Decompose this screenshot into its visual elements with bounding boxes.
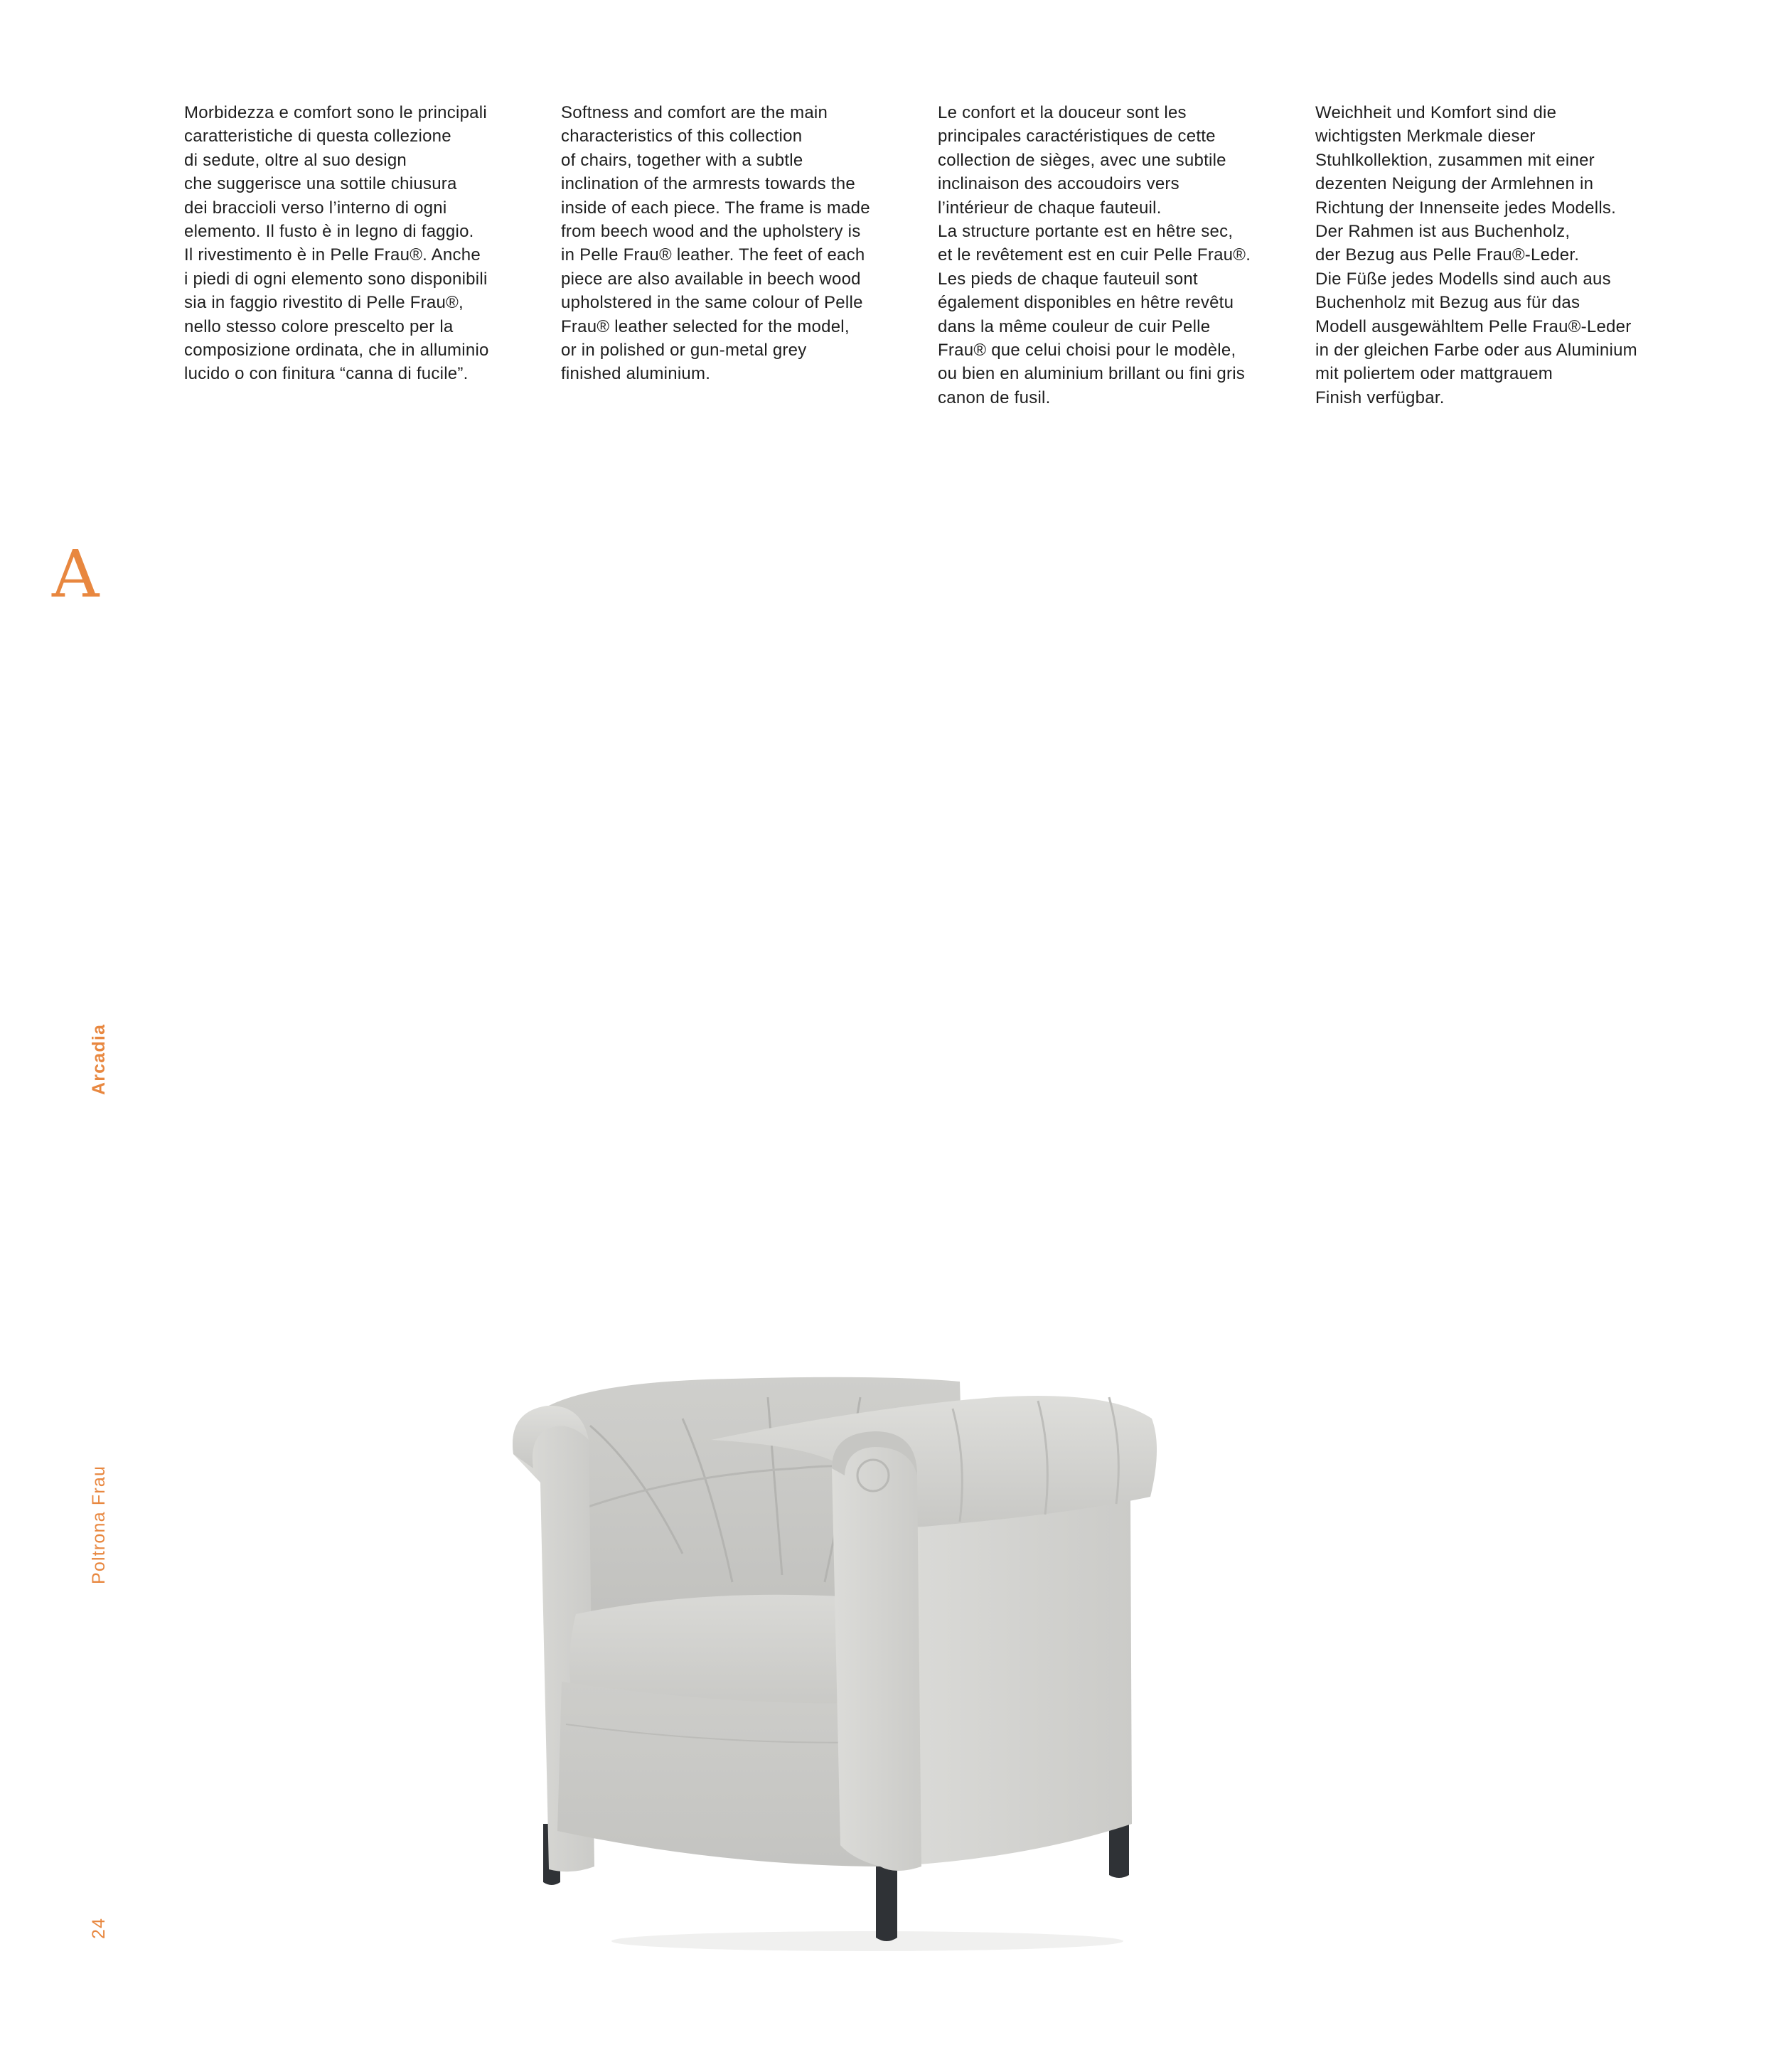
text-line: dei braccioli verso l’interno di ogni bbox=[184, 198, 447, 218]
seat-cushion bbox=[569, 1595, 874, 1705]
text-line: principales caractéristiques de cette bbox=[938, 127, 1216, 146]
text-line: elemento. Il fusto è in legno di faggio. bbox=[184, 222, 474, 242]
text-line: Finish verfügbar. bbox=[1315, 388, 1445, 407]
text-line: in der gleichen Farbe oder aus Aluminium bbox=[1315, 341, 1637, 361]
brand-name-label: Poltrona Frau bbox=[89, 1465, 109, 1584]
right-arm-front bbox=[832, 1431, 921, 1871]
text-line: Modell ausgewähltem Pelle Frau®-Leder bbox=[1315, 316, 1632, 336]
text-line: Weichheit und Komfort sind die bbox=[1315, 103, 1557, 122]
text-line: collection de sièges, avec une subtile bbox=[938, 150, 1226, 170]
text-line: piece are also available in beech wood bbox=[561, 269, 861, 289]
text-line: upholstered in the same colour of Pelle bbox=[561, 293, 863, 313]
text-line: finished aluminium. bbox=[561, 364, 711, 384]
text-line: in Pelle Frau® leather. The feet of each bbox=[561, 245, 865, 265]
text-line: or in polished or gun-metal grey bbox=[561, 341, 807, 361]
text-line: from beech wood and the upholstery is bbox=[561, 222, 861, 242]
text-line: Frau® leather selected for the model, bbox=[561, 316, 850, 336]
text-line: der Bezug aus Pelle Frau®-Leder. bbox=[1315, 245, 1580, 265]
text-line: inclinaison des accoudoirs vers bbox=[938, 174, 1179, 194]
text-line: sia in faggio rivestito di Pelle Frau®, bbox=[184, 293, 464, 313]
text-line: inclination of the armrests towards the bbox=[561, 174, 855, 194]
text-line: La structure portante est en hêtre sec, bbox=[938, 222, 1234, 242]
text-line: canon de fusil. bbox=[938, 388, 1051, 407]
text-line: inside of each piece. The frame is made bbox=[561, 198, 870, 218]
text-line: ou bien en aluminium brillant ou fini gris bbox=[938, 364, 1246, 384]
text-line: mit poliertem oder mattgrauem bbox=[1315, 364, 1553, 384]
text-column-german bbox=[1315, 101, 1657, 410]
text-column-french bbox=[938, 101, 1279, 410]
page-number: 24 bbox=[89, 1917, 109, 1939]
text-line: i piedi di ogni elemento sono disponibili bbox=[184, 269, 488, 289]
text-line: lucido o con finitura “canna di fucile”. bbox=[184, 364, 469, 384]
text-line: nello stesso colore prescelto per la bbox=[184, 316, 454, 336]
text-line: dans la même couleur de cuir Pelle bbox=[938, 316, 1211, 336]
text-line: di sedute, oltre al suo design bbox=[184, 150, 407, 170]
text-line: également disponibles en hêtre revêtu bbox=[938, 293, 1234, 313]
collection-initial-letter: A bbox=[52, 536, 100, 612]
text-line: Il rivestimento è in Pelle Frau®. Anche bbox=[184, 245, 481, 265]
text-column-english bbox=[561, 101, 902, 386]
floor-shadow bbox=[611, 1931, 1123, 1951]
text-line: characteristics of this collection bbox=[561, 127, 803, 146]
text-line: Stuhlkollektion, zusammen mit einer bbox=[1315, 150, 1595, 170]
text-line: che suggerisce una sottile chiusura bbox=[184, 174, 457, 194]
text-line: l’intérieur de chaque fauteuil. bbox=[938, 198, 1162, 218]
text-line: wichtigsten Merkmale dieser bbox=[1315, 127, 1536, 146]
product-name-label: Arcadia bbox=[89, 1023, 109, 1095]
text-line: Le confort et la douceur sont les bbox=[938, 103, 1187, 122]
text-line: et le revêtement est en cuir Pelle Frau®. bbox=[938, 245, 1251, 265]
armchair-photo bbox=[498, 1369, 1230, 1966]
text-line: Frau® que celui choisi pour le modèle, bbox=[938, 341, 1236, 361]
text-line: Morbidezza e comfort sono le principali bbox=[184, 103, 487, 122]
text-column-italian bbox=[184, 101, 525, 386]
text-line: Richtung der Innenseite jedes Modells. bbox=[1315, 198, 1617, 218]
text-line: caratteristiche di questa collezione bbox=[184, 127, 451, 146]
text-line: Softness and comfort are the main bbox=[561, 103, 828, 122]
text-line: Die Füße jedes Modells sind auch aus bbox=[1315, 269, 1611, 289]
text-line: Buchenholz mit Bezug aus für das bbox=[1315, 293, 1580, 313]
text-line: Der Rahmen ist aus Buchenholz, bbox=[1315, 222, 1571, 242]
text-line: dezenten Neigung der Armlehnen in bbox=[1315, 174, 1594, 194]
text-line: composizione ordinata, che in alluminio bbox=[184, 341, 489, 361]
text-line: of chairs, together with a subtle bbox=[561, 150, 803, 170]
text-line: Les pieds de chaque fauteuil sont bbox=[938, 269, 1198, 289]
